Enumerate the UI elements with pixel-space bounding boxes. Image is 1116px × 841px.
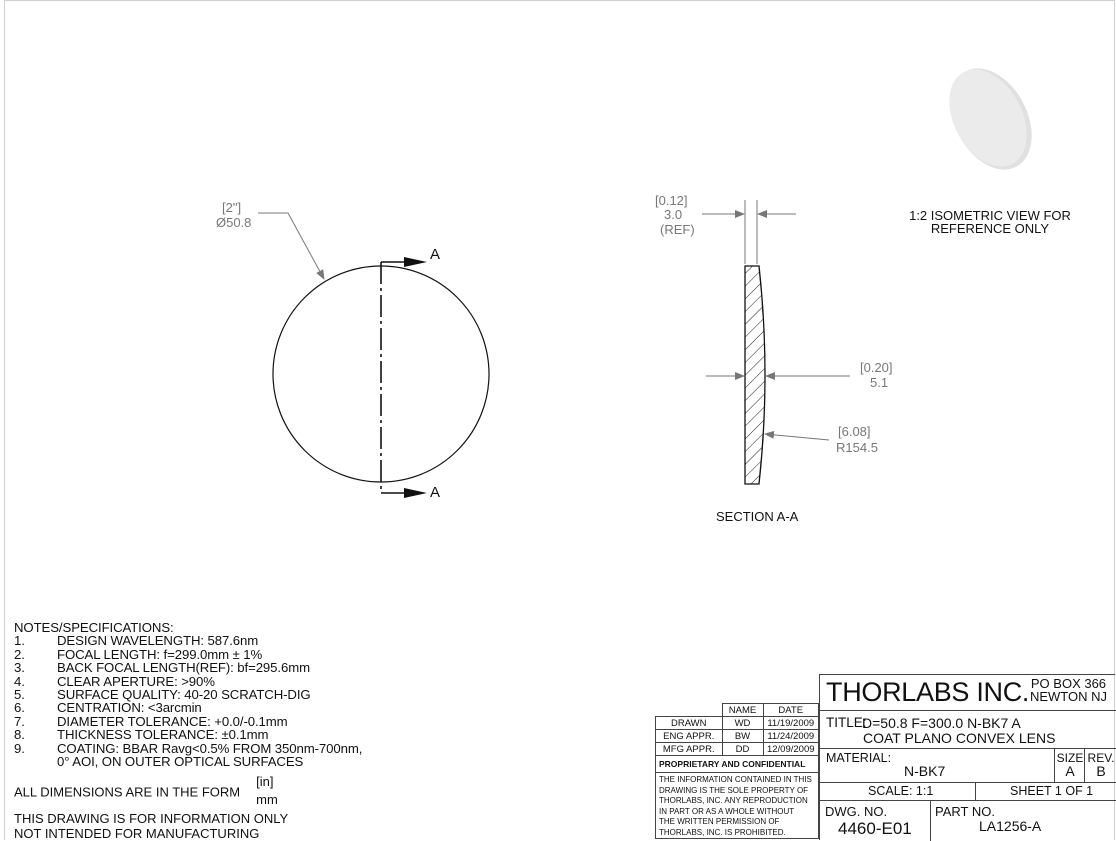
material-value: N-BK7 — [904, 763, 946, 779]
approval-header-date: DATE — [763, 704, 819, 717]
title-label: TITLE: — [826, 715, 867, 730]
radius-mm: R154.5 — [836, 440, 878, 455]
section-view — [655, 193, 893, 524]
size-label: SIZE — [1056, 751, 1084, 765]
approval-row — [656, 717, 819, 730]
note-text: BACK FOCAL LENGTH(REF): bf=295.6mm — [57, 660, 310, 676]
size-value: A — [1065, 763, 1075, 779]
dimension-form-inch: [in] — [256, 774, 274, 789]
edge-thickness-inch: [0.12] — [655, 193, 688, 208]
radius-inch: [6.08] — [838, 424, 871, 439]
note-number: 4. — [14, 673, 25, 689]
sheet-value: SHEET 1 OF 1 — [1010, 784, 1094, 798]
approval-name: BW — [722, 730, 763, 743]
title-line-1: D=50.8 F=300.0 N-BK7 A — [862, 715, 1021, 731]
note-item — [14, 742, 362, 755]
section-arrow-top — [404, 257, 427, 267]
signoff-block — [655, 703, 819, 839]
note-number: 5. — [14, 687, 25, 703]
note-number: 6. — [14, 700, 25, 716]
note-item — [14, 675, 362, 688]
approval-role: ENG APPR. — [656, 730, 723, 743]
title-cell — [820, 711, 1116, 749]
section-arrow-bottom — [404, 488, 427, 498]
company-name: THORLABS INC. — [826, 677, 1030, 707]
note-text: COATING: BBAR Ravg<0.5% FROM 350nm-700nm, — [57, 740, 363, 756]
confidential-title: PROPRIETARY AND CONFIDENTIAL — [655, 756, 819, 773]
diameter-leader — [258, 213, 324, 279]
information-only-note — [14, 811, 288, 841]
note-item — [14, 728, 362, 741]
revision-label: REV. — [1087, 751, 1115, 765]
lens-cross-section — [745, 266, 765, 484]
note-number: 3. — [14, 660, 25, 676]
approval-row — [656, 743, 819, 756]
drawing-number-divider — [930, 801, 931, 841]
scale-value: SCALE: 1:1 — [868, 784, 934, 798]
edge-thickness-mm: 3.0 — [664, 207, 683, 222]
drawing-number-cell — [820, 801, 1116, 841]
note-text: FOCAL LENGTH: f=299.0mm ± 1% — [57, 646, 263, 662]
note-number: 2. — [14, 646, 25, 662]
approval-role: MFG APPR. — [656, 743, 723, 756]
approval-header-blank — [656, 704, 723, 717]
approval-table — [655, 703, 819, 756]
approval-header-name: NAME — [722, 704, 763, 717]
note-text: CLEAR APERTURE: >90% — [57, 673, 215, 689]
note-item — [14, 661, 362, 674]
front-view — [216, 200, 489, 501]
note-number: 7. — [14, 713, 25, 729]
isometric-note-line2: REFERENCE ONLY — [930, 221, 1050, 236]
revision-value: B — [1096, 763, 1106, 779]
size-cell — [1054, 749, 1085, 783]
material-cell — [820, 749, 1116, 783]
address-line-1: PO BOX 366 — [1030, 676, 1107, 691]
center-thickness-inch: [0.20] — [860, 360, 893, 375]
company-address — [1030, 677, 1107, 703]
address-line-2: NEWTON NJ — [1029, 689, 1107, 704]
center-thickness-mm: 5.1 — [870, 375, 889, 390]
revision-cell — [1084, 749, 1116, 783]
approval-header-row — [656, 704, 819, 717]
front-diameter-mm: Ø50.8 — [216, 215, 252, 230]
approval-date: 11/24/2009 — [763, 730, 819, 743]
scale-divider — [975, 783, 976, 801]
section-view-label: SECTION A-A — [716, 509, 799, 524]
approval-date: 11/19/2009 — [763, 717, 819, 730]
company-cell — [820, 675, 1116, 711]
drawing-number-value: 4460-E01 — [838, 819, 912, 838]
approval-name: DD — [722, 743, 763, 756]
note-text: CENTRATION: <3arcmin — [57, 700, 202, 716]
note-item — [14, 648, 362, 661]
dimension-form-text: ALL DIMENSIONS ARE IN THE FORM — [14, 784, 241, 800]
approval-date: 12/09/2009 — [763, 743, 819, 756]
note-item — [14, 715, 362, 728]
note-continuation: 0° AOI, ON OUTER OPTICAL SURFACES — [57, 754, 304, 770]
isometric-view — [909, 54, 1071, 236]
approval-role: DRAWN — [656, 717, 723, 730]
note-number: 9. — [14, 740, 25, 756]
approval-name: WD — [722, 717, 763, 730]
scale-sheet-cell — [820, 783, 1116, 801]
info-line-1: THIS DRAWING IS FOR INFORMATION ONLY — [14, 811, 289, 826]
part-number-value: LA1256-A — [979, 818, 1042, 834]
note-item — [14, 634, 362, 647]
info-line-2: NOT INTENDED FOR MANUFACTURING — [14, 826, 260, 841]
note-text: DESIGN WAVELENGTH: 587.6nm — [57, 633, 259, 649]
note-item — [14, 688, 362, 701]
dimension-form-fraction — [240, 774, 278, 808]
note-number: 8. — [14, 727, 25, 743]
section-label-bottom: A — [430, 484, 441, 501]
front-diameter-inch: [2"] — [222, 200, 242, 215]
edge-thickness-ref: (REF) — [660, 222, 695, 237]
notes-specifications — [14, 621, 362, 768]
part-number-label: PART NO. — [935, 804, 995, 819]
confidential-text: THE INFORMATION CONTAINED IN THIS DRAWING IS THE SOLE PROPERTY OF THORLABS, INC. ANY REPRODUCTION IN PART OR AS A WHOLE WITHOUT THE WRITTEN PERMISSION OF THORLABS, INC. IS PROHIBITED. — [655, 773, 819, 839]
title-line-2: COAT PLANO CONVEX LENS — [863, 730, 1056, 746]
dimension-form-note — [14, 774, 278, 808]
title-block — [819, 674, 1115, 840]
radius-leader — [765, 434, 829, 440]
approval-row — [656, 730, 819, 743]
isometric-note-line1: 1:2 ISOMETRIC VIEW FOR — [909, 208, 1071, 223]
note-text: THICKNESS TOLERANCE: ±0.1mm — [57, 727, 269, 743]
note-text: DIAMETER TOLERANCE: +0.0/-0.1mm — [57, 713, 288, 729]
note-text: SURFACE QUALITY: 40-20 SCRATCH-DIG — [57, 687, 311, 703]
note-number: 1. — [14, 633, 25, 649]
drawing-number-label: DWG. NO. — [825, 804, 888, 819]
note-item — [14, 701, 362, 714]
dimension-form-mm: mm — [256, 792, 278, 807]
material-label: MATERIAL: — [826, 751, 892, 765]
notes-heading: NOTES/SPECIFICATIONS: — [14, 620, 174, 635]
section-label-top: A — [430, 246, 441, 263]
